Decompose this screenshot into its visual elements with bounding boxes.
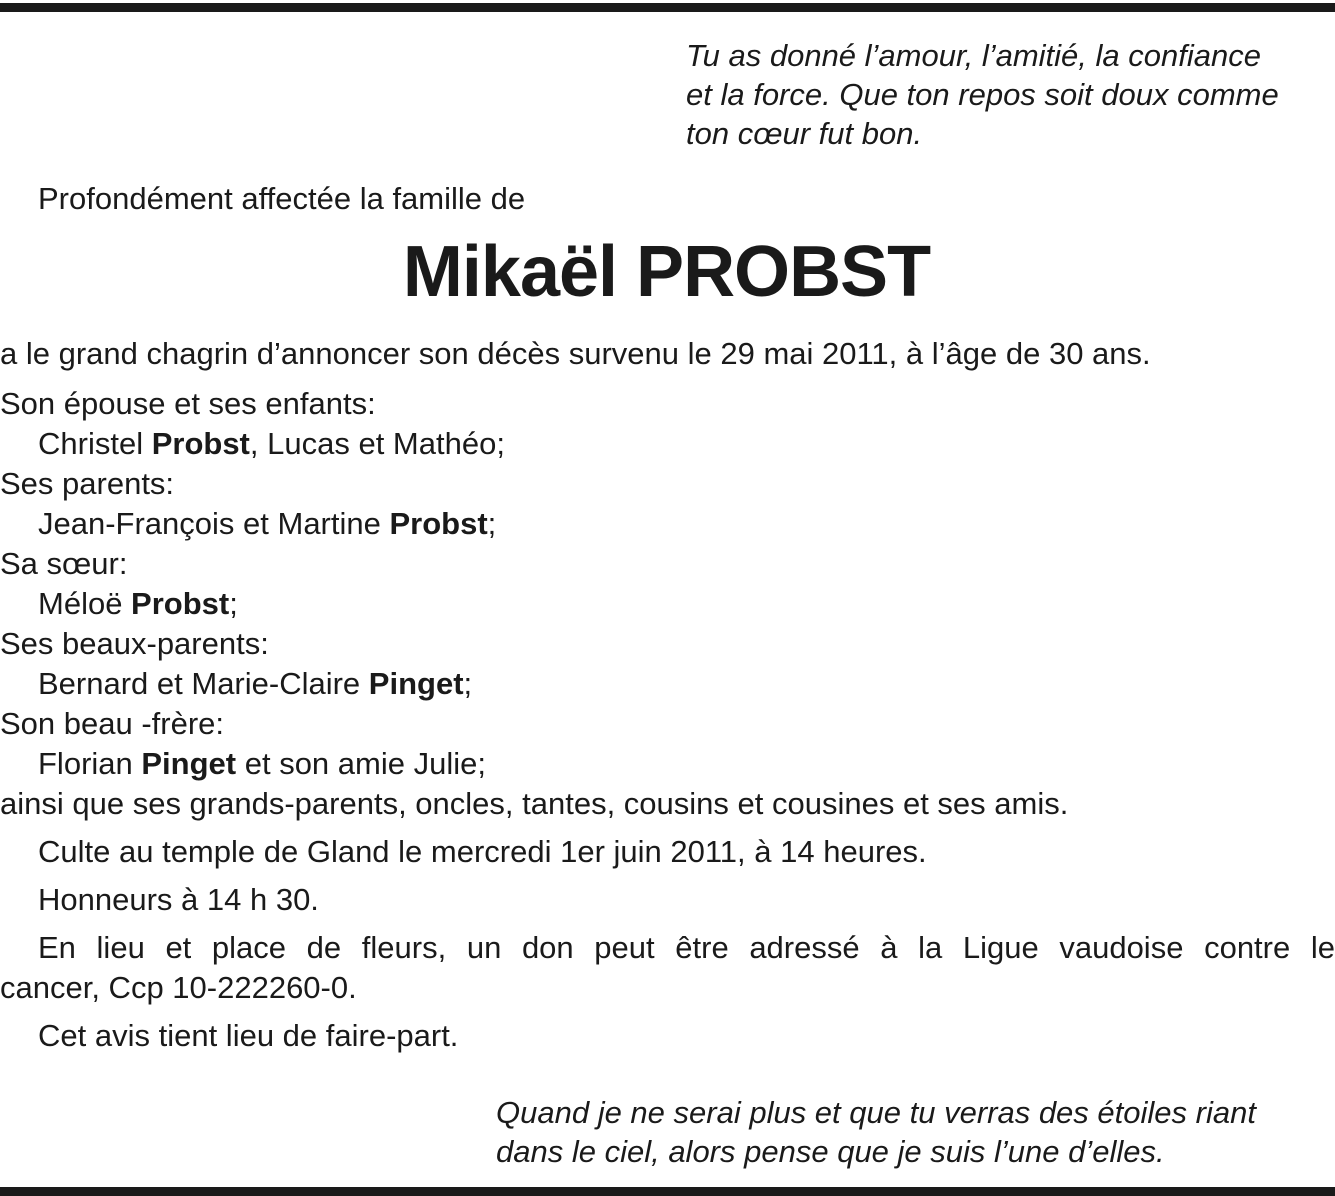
spouse-heading: Son épouse et ses enfants:	[0, 386, 376, 421]
sister-rest: ;	[229, 586, 238, 621]
brotherinlaw-line	[38, 744, 486, 784]
donation-line-1	[0, 928, 1335, 968]
brotherinlaw-rest: et son amie Julie;	[236, 746, 486, 781]
closing-quote-line-2: dans le ciel, alors pense que je suis l’une d’elles.	[496, 1134, 1165, 1169]
deceased-name-text: Mikaël PROBST	[402, 232, 931, 312]
spouse-line	[38, 424, 505, 464]
sister-surname: Probst	[131, 586, 230, 621]
spouse-rest: , Lucas et Mathéo;	[249, 426, 505, 461]
opening-quote	[686, 36, 1279, 153]
brotherinlaw-heading: Son beau -frère:	[0, 706, 225, 741]
parents-first: Jean-François et Martine	[38, 506, 390, 541]
intro-text: Profondément affectée la famille de	[38, 181, 526, 216]
honors-info: Honneurs à 14 h 30.	[38, 882, 319, 917]
parents-rest: ;	[487, 506, 497, 541]
donation-line-2: cancer, Ccp 10-222260-0.	[0, 970, 357, 1005]
parents-heading: Ses parents:	[0, 466, 175, 501]
inlaws-heading: Ses beaux-parents:	[0, 626, 269, 661]
inlaws-rest: ;	[463, 666, 473, 701]
brotherinlaw-surname: Pinget	[141, 746, 237, 781]
sister-heading: Sa sœur:	[0, 546, 128, 581]
notice-text: Cet avis tient lieu de faire-part.	[38, 1018, 459, 1053]
bottom-rule	[0, 1187, 1335, 1196]
inlaws-surname: Pinget	[368, 666, 464, 701]
inlaws-first: Bernard et Marie-Claire	[38, 666, 369, 701]
opening-quote-line-3: ton cœur fut bon.	[686, 116, 923, 151]
opening-quote-line-1: Tu as donné l’amour, l’amitié, la confiance	[686, 38, 1261, 73]
parents-line	[38, 504, 496, 544]
spouse-first: Christel	[38, 426, 152, 461]
donation-line-1-text: En lieu et place de fleurs, un don peut être adressé à la Ligue vaudoise contre le	[38, 930, 1335, 965]
top-rule	[0, 3, 1335, 12]
sister-line	[38, 584, 238, 624]
service-info: Culte au temple de Gland le mercredi 1er juin 2011, à 14 heures.	[38, 834, 927, 869]
announcement-text: a le grand chagrin d’annoncer son décès survenu le 29 mai 2011, à l’âge de 30 ans.	[0, 336, 1151, 371]
brotherinlaw-first: Florian	[38, 746, 142, 781]
spouse-surname: Probst	[151, 426, 250, 461]
deceased-name	[0, 227, 1335, 317]
closing-quote	[496, 1093, 1256, 1171]
other-relatives: ainsi que ses grands-parents, oncles, tantes, cousins et cousines et ses amis.	[0, 786, 1069, 821]
closing-quote-line-1: Quand je ne serai plus et que tu verras des étoiles riant	[496, 1095, 1256, 1130]
opening-quote-line-2: et la force. Que ton repos soit doux comme	[686, 77, 1279, 112]
parents-surname: Probst	[389, 506, 488, 541]
inlaws-line	[38, 664, 472, 704]
sister-first: Méloë	[38, 586, 132, 621]
